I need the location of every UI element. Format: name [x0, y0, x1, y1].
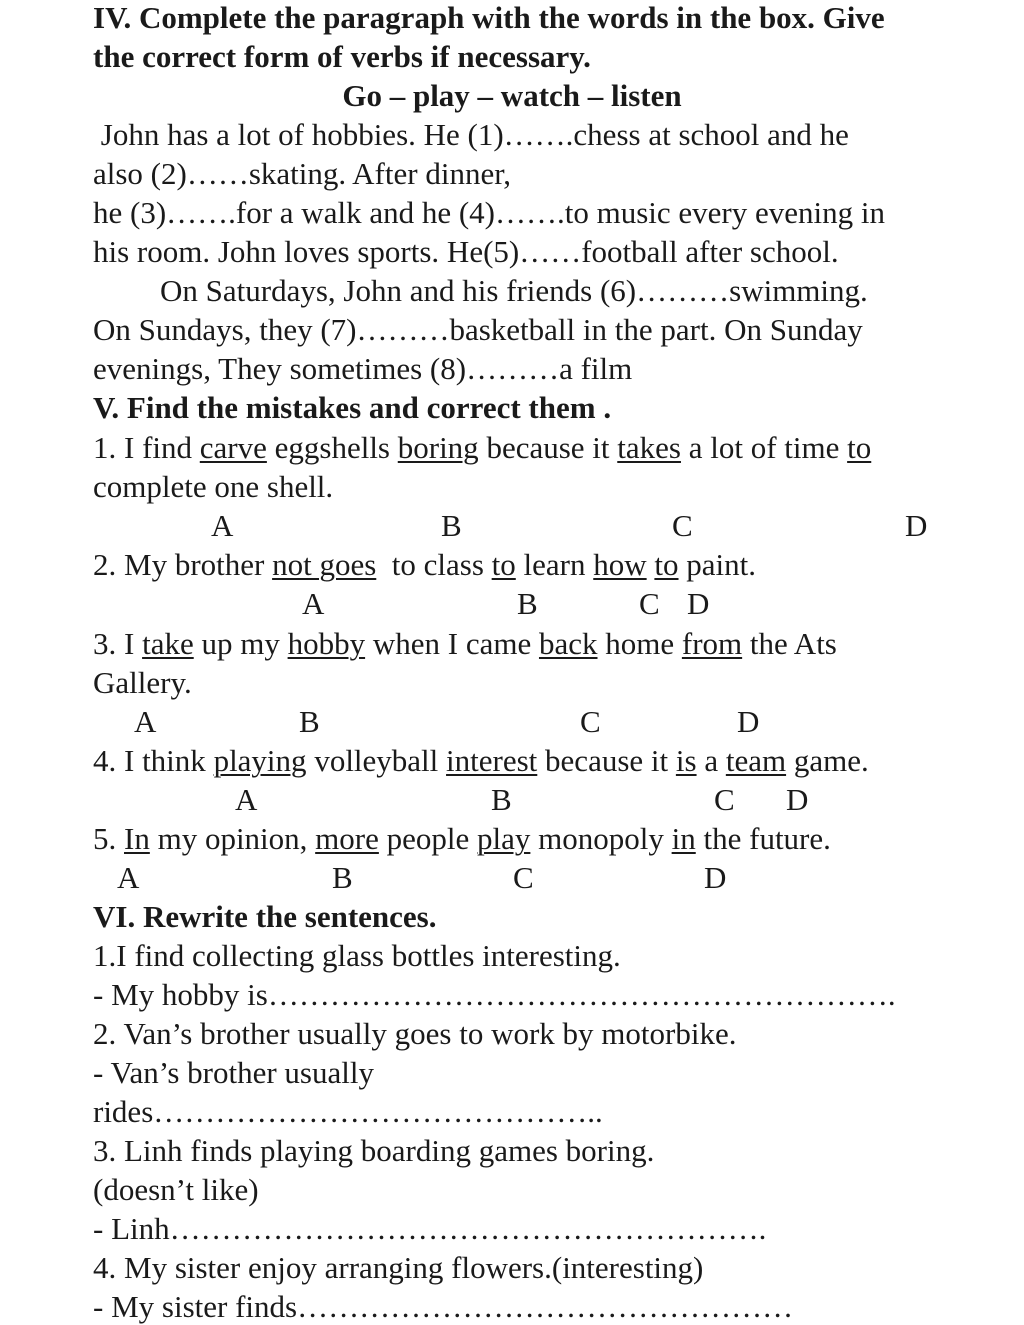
paragraph-line: his room. John loves sports. He(5)……football after school.: [93, 234, 839, 269]
paragraph-line: evenings, They sometimes (8)………a film: [93, 351, 633, 386]
option-c: C: [513, 860, 534, 895]
option-b: B: [517, 586, 538, 621]
option-b: B: [441, 508, 462, 543]
rewrite-line: 2. Van’s brother usually goes to work by motorbike.: [93, 1016, 737, 1051]
rewrite-line: 1.I find collecting glass bottles interesting.: [93, 938, 621, 973]
word-box: Go – play – watch – listen: [342, 78, 682, 113]
rewrite-line: - My sister finds…………………………………………: [93, 1289, 794, 1324]
option-d: D: [737, 704, 760, 739]
rewrite-line: (doesn’t like): [93, 1172, 259, 1207]
question-1-line-2: complete one shell.: [93, 469, 334, 504]
option-d: D: [687, 586, 710, 621]
option-a: A: [235, 782, 258, 817]
option-d: D: [905, 508, 928, 543]
rewrite-line: 4. My sister enjoy arranging flowers.(interesting): [93, 1250, 704, 1285]
option-c: C: [580, 704, 601, 739]
rewrite-line: 3. Linh finds playing boarding games boring.: [93, 1133, 655, 1168]
rewrite-line: - Linh………………………………………………….: [93, 1211, 767, 1246]
paragraph-line: On Sundays, they (7)………basketball in the part. On Sunday: [93, 312, 863, 347]
option-c: C: [639, 586, 660, 621]
section-4-heading-line-2: the correct form of verbs if necessary.: [93, 39, 591, 74]
rewrite-line: - My hobby is…………………………………………………….: [93, 977, 896, 1012]
paragraph-line: he (3)…….for a walk and he (4)…….to music every evening in: [93, 195, 885, 230]
question-5: 5. In my opinion, more people play monopoly in the future.: [93, 821, 831, 856]
option-d: D: [786, 782, 809, 817]
option-c: C: [672, 508, 693, 543]
option-d: D: [704, 860, 727, 895]
section-4-heading-line-1: IV. Complete the paragraph with the words in the box. Give: [93, 0, 885, 35]
option-a: A: [117, 860, 140, 895]
option-a: A: [211, 508, 234, 543]
question-4: 4. I think playing volleyball interest because it is a team game.: [93, 743, 869, 778]
rewrite-line: - Van’s brother usually: [93, 1055, 374, 1090]
option-b: B: [491, 782, 512, 817]
option-a: A: [134, 704, 157, 739]
option-c: C: [714, 782, 735, 817]
question-2: 2. My brother not goes to class to learn how to paint.: [93, 547, 757, 582]
section-6-heading: VI. Rewrite the sentences.: [93, 899, 437, 934]
option-a: A: [302, 586, 325, 621]
question-3: 3. I take up my hobby when I came back home from the Ats: [93, 626, 837, 661]
paragraph-line: also (2)……skating. After dinner,: [93, 156, 512, 191]
paragraph-line: John has a lot of hobbies. He (1)…….chess at school and he: [93, 117, 849, 152]
rewrite-line: rides……………………………………..: [93, 1094, 603, 1129]
paragraph-line: On Saturdays, John and his friends (6)………swimming.: [160, 273, 868, 308]
question-3-line-2: Gallery.: [93, 665, 192, 700]
option-b: B: [299, 704, 320, 739]
option-b: B: [332, 860, 353, 895]
question-1: 1. I find carve eggshells boring because it takes a lot of time to: [93, 430, 872, 465]
section-5-heading: V. Find the mistakes and correct them .: [93, 390, 612, 425]
